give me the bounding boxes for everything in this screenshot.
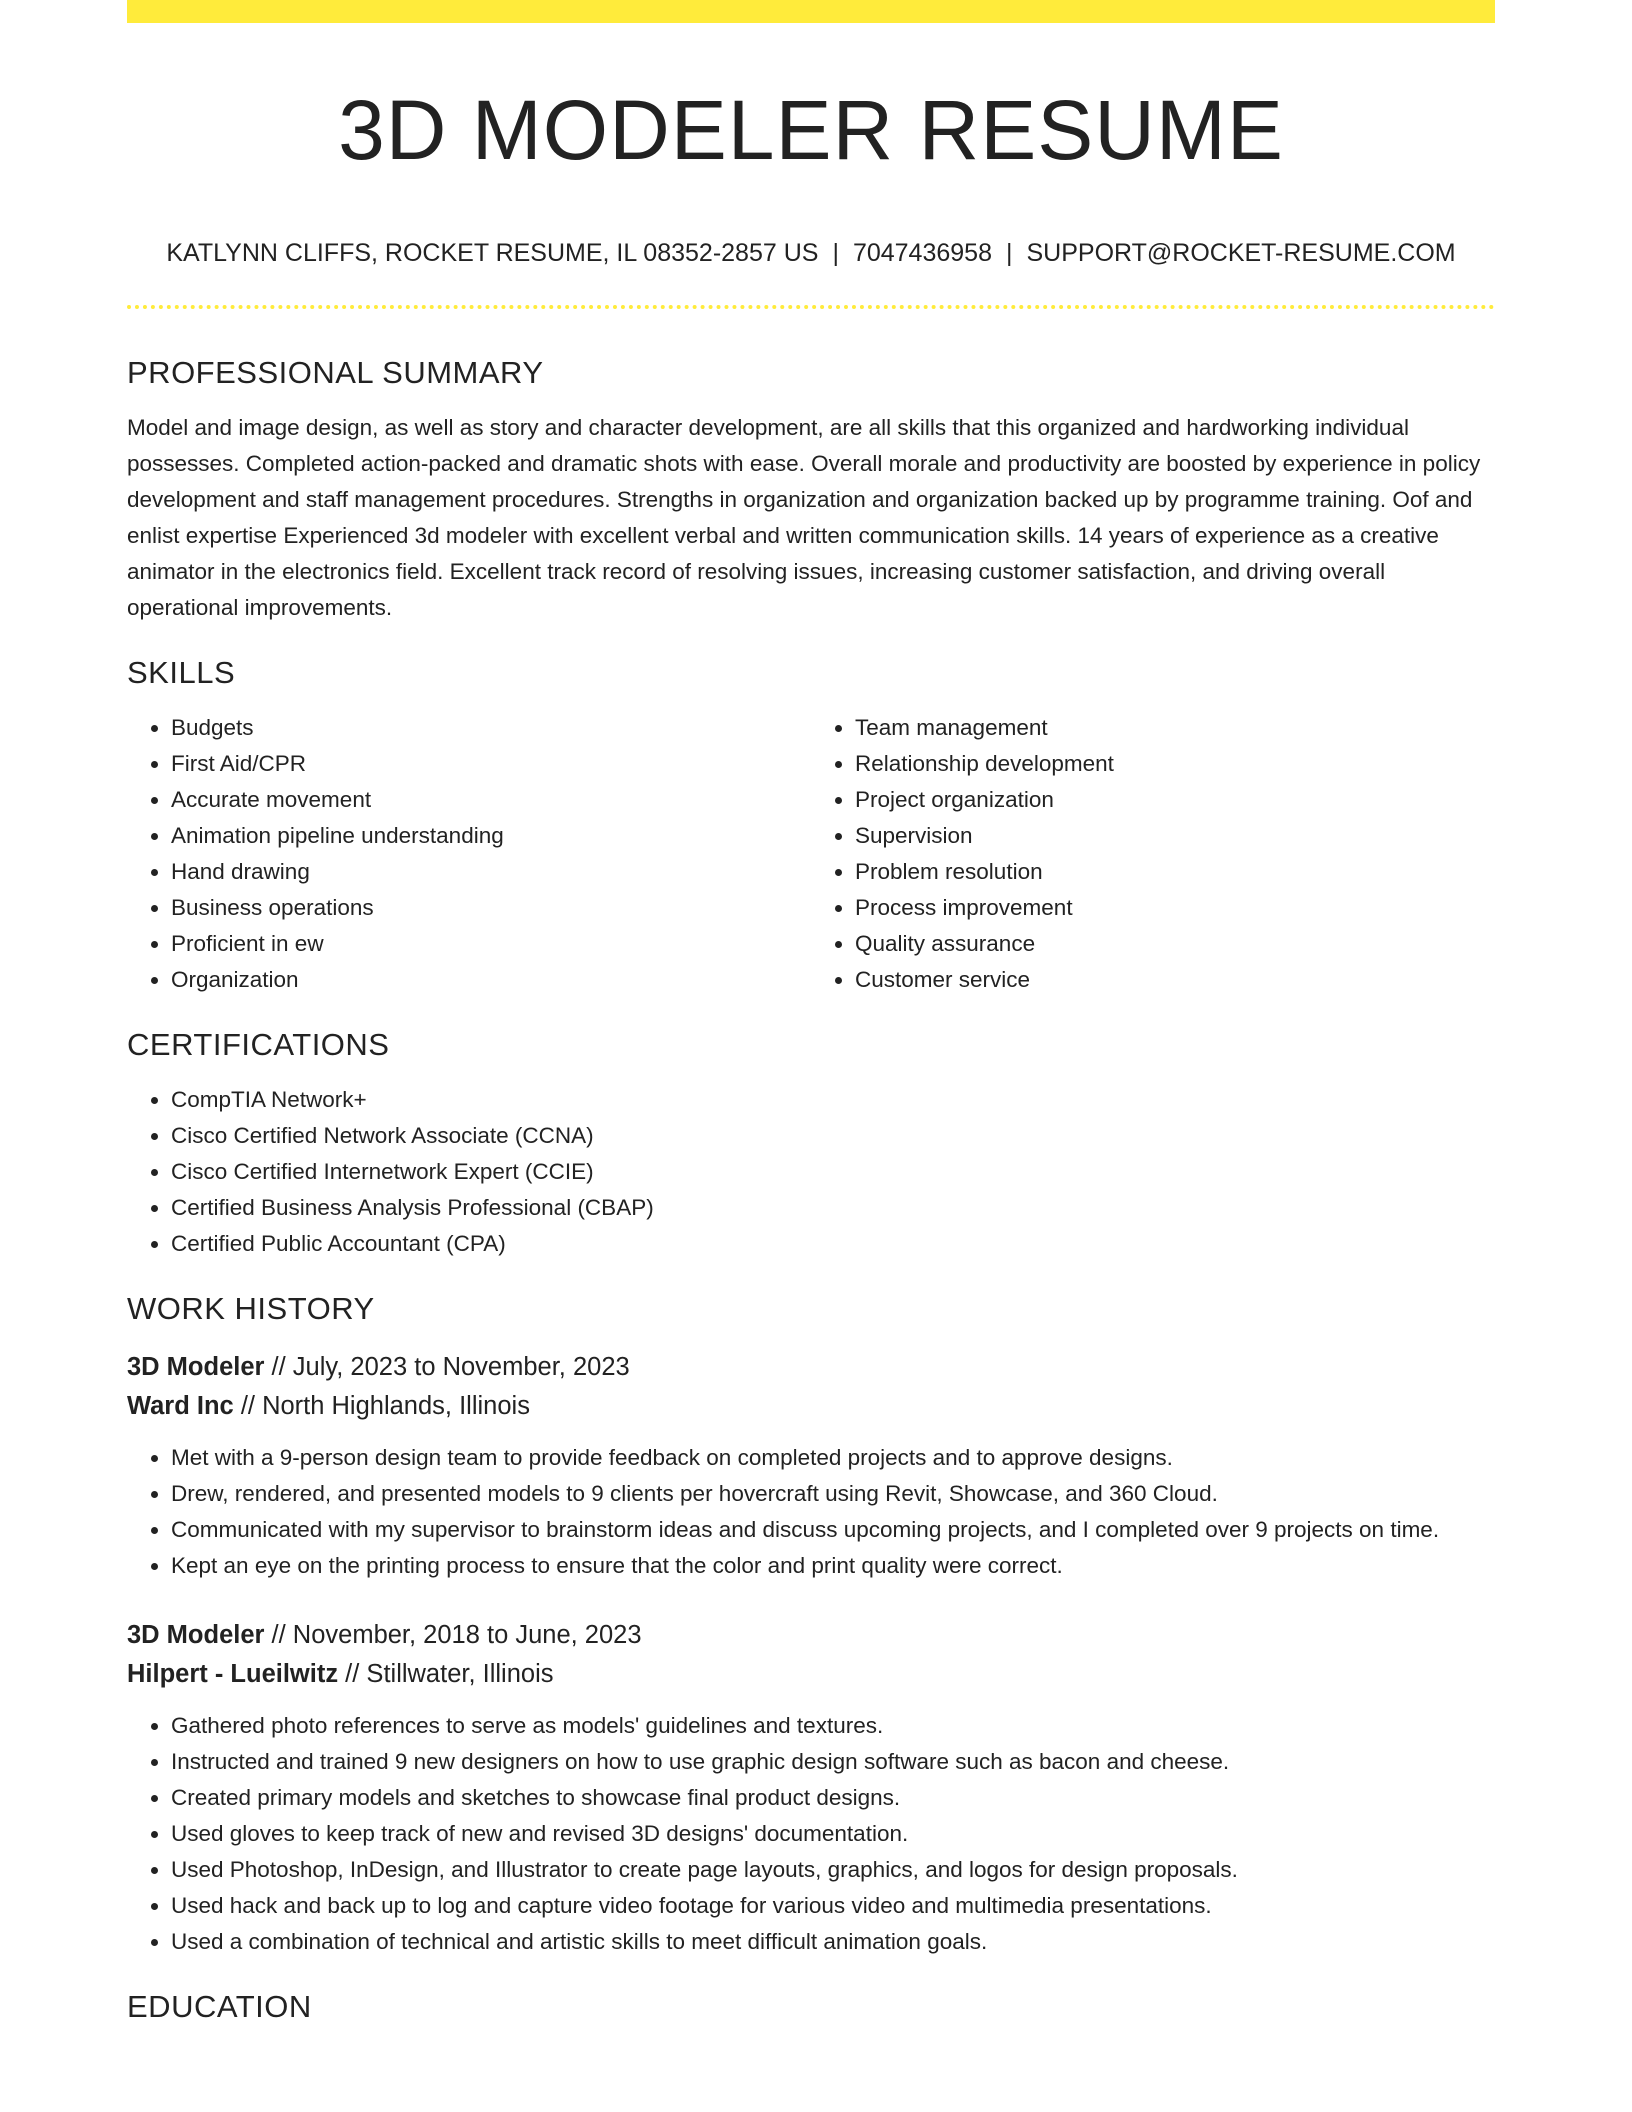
job-bullet: • Drew, rendered, and presented models to 9 clients per hovercraft using Revit, Showcase, and 360 Cloud. — [171, 1476, 1495, 1512]
skill-item: • Hand drawing — [171, 854, 811, 890]
job-title: 3D Modeler — [127, 1353, 265, 1381]
contact-separator: | — [832, 239, 839, 267]
job-dates: // November, 2018 to June, 2023 — [264, 1621, 642, 1649]
education-section — [127, 1984, 1495, 2030]
education-heading: EDUCATION — [127, 1989, 312, 2024]
certification-item: • CompTIA Network+ — [171, 1082, 1495, 1118]
job-title-line — [127, 1348, 1495, 1387]
certifications-list — [127, 1082, 1495, 1262]
certification-item: • Certified Public Accountant (CPA) — [171, 1226, 1495, 1262]
job-title-line — [127, 1616, 1495, 1655]
work-history-section — [127, 1286, 1495, 1960]
summary-text: Model and image design, as well as story and character development, are all skills that this organized and hardworking individual possesses. Completed action-packed and dramatic shots with ease. Overall morale and productivity are boosted by experience in policy development and staff management procedures. Strengths in organization and organization backed up by programme training. Oof and enlist expertise Experienced 3d modeler with excellent verbal and written communication skills. 14 years of experience as a creative animator in the electronics field. Excellent track record of resolving issues, increasing customer satisfaction, and driving overall operational improvements. — [127, 415, 1481, 620]
certifications-heading: CERTIFICATIONS — [127, 1027, 390, 1062]
job-company-line — [127, 1387, 1495, 1426]
job-bullet: • Created primary models and sketches to showcase final product designs. — [171, 1780, 1495, 1816]
job-company: Hilpert - Lueilwitz — [127, 1660, 339, 1688]
job-entry — [127, 1616, 1495, 1960]
skills-heading: SKILLS — [127, 655, 236, 690]
job-bullets — [127, 1440, 1495, 1584]
contact-phone: 7047436958 — [852, 239, 992, 267]
job-company-line — [127, 1655, 1495, 1694]
summary-heading: PROFESSIONAL SUMMARY — [127, 355, 544, 390]
contact-email: SUPPORT@ROCKET-RESUME.COM — [1026, 239, 1456, 267]
skills-list-left — [127, 710, 811, 998]
job-bullet: • Gathered photo references to serve as models' guidelines and textures. — [171, 1708, 1495, 1744]
job-entry — [127, 1348, 1495, 1584]
summary-section — [127, 350, 1495, 626]
job-bullet: • Used a combination of technical and artistic skills to meet difficult animation goals. — [171, 1924, 1495, 1960]
job-bullet: • Met with a 9-person design team to provide feedback on completed projects and to approve designs. — [171, 1440, 1495, 1476]
skill-item: • Business operations — [171, 890, 811, 926]
skill-item: • Accurate movement — [171, 782, 811, 818]
job-dates: // July, 2023 to November, 2023 — [264, 1353, 630, 1381]
certification-item: • Certified Business Analysis Professional (CBAP) — [171, 1190, 1495, 1226]
contact-address: KATLYNN CLIFFS, ROCKET RESUME, IL 08352-2857 US — [166, 239, 819, 267]
skill-item: • Proficient in ew — [171, 926, 811, 962]
skill-item: • Organization — [171, 962, 811, 998]
job-bullet: • Kept an eye on the printing process to ensure that the color and print quality were correct. — [171, 1548, 1495, 1584]
certification-item: • Cisco Certified Internetwork Expert (CCIE) — [171, 1154, 1495, 1190]
job-bullet: • Instructed and trained 9 new designers on how to use graphic design software such as bacon and cheese. — [171, 1744, 1495, 1780]
skills-columns — [127, 710, 1495, 998]
skill-item: • Supervision — [855, 818, 1495, 854]
skills-list-right — [811, 710, 1495, 998]
contact-line — [127, 236, 1495, 270]
skill-item: • Budgets — [171, 710, 811, 746]
top-accent-bar — [127, 0, 1495, 23]
job-bullet: • Communicated with my supervisor to brainstorm ideas and discuss upcoming projects, and I completed over 9 projects on time. — [171, 1512, 1495, 1548]
skill-item: • Problem resolution — [855, 854, 1495, 890]
skill-item: • Relationship development — [855, 746, 1495, 782]
job-company: Ward Inc — [127, 1392, 234, 1420]
job-title: 3D Modeler — [127, 1621, 265, 1649]
dotted-divider — [127, 305, 1495, 309]
skill-item: • Customer service — [855, 962, 1495, 998]
job-bullets — [127, 1708, 1495, 1960]
job-bullet: • Used gloves to keep track of new and revised 3D designs' documentation. — [171, 1816, 1495, 1852]
skill-item: • First Aid/CPR — [171, 746, 811, 782]
resume-content — [127, 350, 1495, 2030]
job-bullet: • Used hack and back up to log and capture video footage for various video and multimedia presentations. — [171, 1888, 1495, 1924]
skill-item: • Animation pipeline understanding — [171, 818, 811, 854]
work-history-heading: WORK HISTORY — [127, 1291, 375, 1326]
skill-item: • Process improvement — [855, 890, 1495, 926]
certification-item: • Cisco Certified Network Associate (CCNA) — [171, 1118, 1495, 1154]
skills-section — [127, 650, 1495, 998]
certifications-section — [127, 1022, 1495, 1262]
job-bullet: • Used Photoshop, InDesign, and Illustrator to create page layouts, graphics, and logos for design proposals. — [171, 1852, 1495, 1888]
job-location: // North Highlands, Illinois — [233, 1392, 530, 1420]
page-title: 3D MODELER RESUME — [338, 83, 1284, 177]
contact-separator: | — [1005, 239, 1013, 267]
skill-item: • Project organization — [855, 782, 1495, 818]
job-location: // Stillwater, Illinois — [338, 1660, 554, 1688]
skill-item: • Team management — [855, 710, 1495, 746]
skill-item: • Quality assurance — [855, 926, 1495, 962]
